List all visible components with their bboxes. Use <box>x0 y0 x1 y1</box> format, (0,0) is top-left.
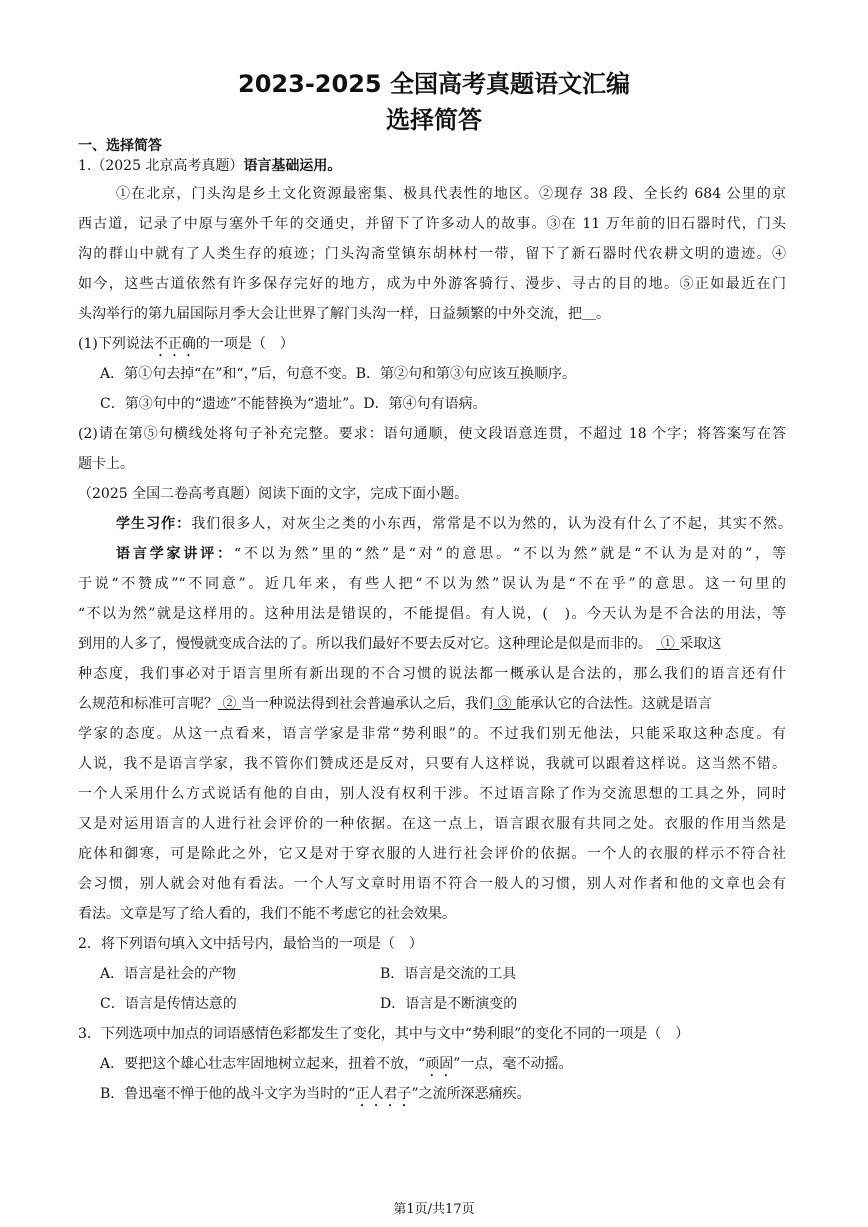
q3-option-b: B．鲁迅毫不惮于他的战斗文字为当时的“正人君子”之流所深恶痛疾。 <box>100 1086 531 1102</box>
passage-line: 庇体和御寒，可是除此之外，它又是对于穿衣服的人进行社会评价的依据。一个人的衣服的样示不符合社 <box>78 846 786 862</box>
q1-sub1-stem: (1)下列说法不正确的一项是（ ） <box>78 336 294 352</box>
page-number: 第1页/共17页 <box>393 1202 475 1217</box>
q2-option-b: B．语言是交流的工具 <box>380 966 517 982</box>
question-2-stem: 2．将下列语句填入文中括号内，最恰当的一项是（ ） <box>78 936 423 952</box>
emphasis-text: 不正确 <box>153 336 196 352</box>
blank-marker: ③ <box>497 696 512 712</box>
passage-line: 一个人采用什么方式说话有他的自由，别人没有权利干涉。不过语言除了作为交流思想的工具之外，同时 <box>78 786 786 802</box>
passage-line: 会习惯，别人就会对他有看法。一个人写文章时用语不符合一般人的习惯，别人对作者和他的文章也会有 <box>78 876 786 892</box>
q1-sub2-stem: 题卡上。 <box>78 456 134 472</box>
q1-paragraph-line: 西古道，记录了中原与塞外千年的交通史，并留下了许多动人的故事。③在 11 万年前的旧石器时代，门头 <box>78 216 786 232</box>
passage-line: 又是对运用语言的人进行社会评价的一种依据。在这一点上，语言跟衣服有共同之处。衣服的作用当然是 <box>78 816 786 832</box>
passage-line: 看法。文章是写了给人看的，我们不能不考虑它的社会效果。 <box>78 906 456 922</box>
passage-line-with-blank: 么规范和标准可言呢？ ② 当一种说法得到社会普遍承认之后，我们 ③ 能承认它的合法性。这就是语言 <box>78 696 712 712</box>
emphasis-text: 顽固 <box>425 1056 454 1072</box>
emphasis-text: 正人君子 <box>355 1086 412 1102</box>
question-1-topic: 语言基础运用。 <box>243 158 342 174</box>
blank-marker: ② <box>222 696 237 712</box>
passage-line: 种态度，我们事必对于语言里所有新出现的不合习惯的说法都一概承认是合法的，那么我们的语言还有什 <box>78 666 786 682</box>
question-1-heading <box>78 156 341 176</box>
q1-paragraph-line: 头沟举行的第九届国际月季大会让世界了解门头沟一样，日益频繁的中外交流，把＿。 <box>78 306 610 322</box>
question-3-stem: 3．下列选项中加点的词语感情色彩都发生了变化，其中与文中“势利眼”的变化不同的一项是（ ） <box>78 1026 690 1042</box>
student-essay: 学生习作：我们很多人，对灰尘之类的小东西，常常是不以为然的，认为没有什么了不起，其实不然。 <box>116 516 793 532</box>
passage-line: 于说“不赞成”“不同意”。近几年来，有些人把“不以为然”误认为是“不在乎”的意思。这一句里的 <box>78 576 786 592</box>
q1-sub2-stem: (2)请在第⑤句横线处将句子补充完整。要求：语句通顺，使文段语意连贯，不超过 18 个字；将答案写在答 <box>78 426 786 442</box>
student-label: 学生习作： <box>116 516 192 532</box>
question-1-source: 1.（2025 北京高考真题） <box>78 158 244 174</box>
q3-option-a: A．要把这个雄心壮志牢固地树立起来，扭着不放，“顽固”一点，毫不动摇。 <box>100 1056 573 1072</box>
page-title: 2023-2025 全国高考真题语文汇编 <box>238 70 630 98</box>
passage-line: “不以为然”就是这样用的。这种用法是错误的，不能提倡。有人说，( )。今天认为是不合法的用法，等 <box>78 606 786 622</box>
q1-options-cd: C．第③句中的“遗迹”不能替换为“遗址”。D．第④句有语病。 <box>100 396 487 412</box>
q2-option-d: D．语言是不断演变的 <box>380 996 518 1012</box>
section-heading: 一、选择简答 <box>78 138 162 154</box>
q2-option-c: C．语言是传情达意的 <box>100 996 237 1012</box>
expert-comment: 语言学家讲评：“不以为然”里的“然”是“对”的意思。“不以为然”就是“不认为是对的”，等 <box>116 546 787 562</box>
passage-intro: （2025 全国二卷高考真题）阅读下面的文字，完成下面小题。 <box>78 486 469 502</box>
q1-paragraph-line: ①在北京，门头沟是乡土文化资源最密集、极具代表性的地区。②现存 38 段、全长约 684 公里的京 <box>116 186 786 202</box>
expert-label: 语言学家讲评： <box>116 546 234 562</box>
q1-paragraph-line: 沟的群山中就有了人类生存的痕迹；门头沟斋堂镇东胡林村一带，留下了新石器时代农耕文明的遗迹。④ <box>78 246 786 262</box>
passage-line: 学家的态度。从这一点看来，语言学家是非常“势利眼”的。不过我们别无他法，只能采取这种态度。有 <box>78 726 786 742</box>
page-subtitle: 选择简答 <box>386 106 482 134</box>
q1-paragraph-line: 如今，这些古道依然有许多保存完好的地方，成为中外游客骑行、漫步、寻古的目的地。⑤正如最近在门 <box>78 276 786 292</box>
q1-options-ab: A．第①句去掉“在”和“，”后，句意不变。B．第②句和第③句应该互换顺序。 <box>100 366 577 382</box>
q2-option-a: A．语言是社会的产物 <box>100 966 237 982</box>
passage-line: 人说，我不是语言学家，我不管你们赞成还是反对，只要有人这样说，我就可以跟着这样说。这当然不错。 <box>78 756 786 772</box>
blank-marker: ① <box>660 636 675 652</box>
passage-line-with-blank: 到用的人多了，慢慢就变成合法的了。所以我们最好不要去反对它。这种理论是似是而非的。 ① 采取这 <box>78 636 722 652</box>
